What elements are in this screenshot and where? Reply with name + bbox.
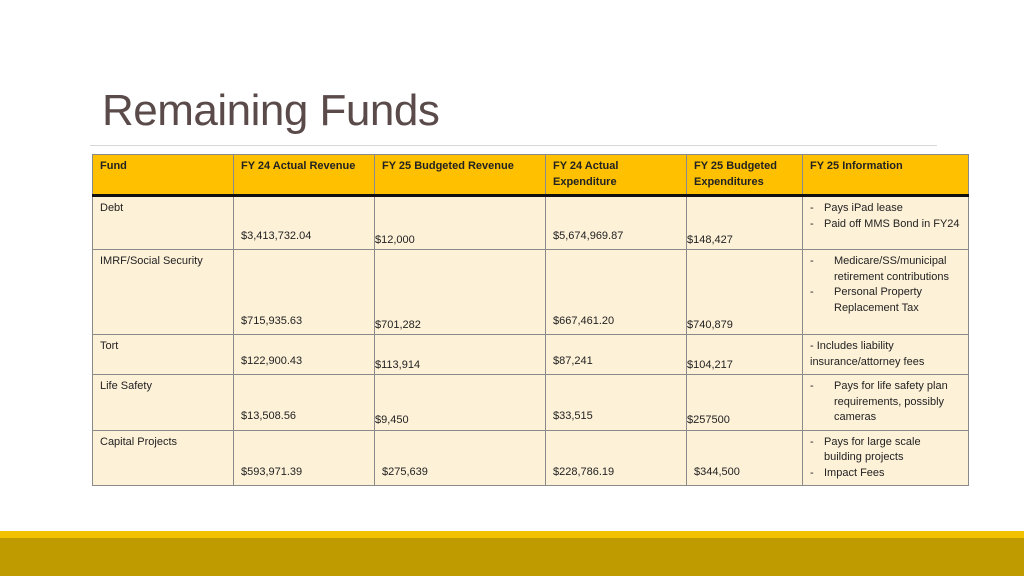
fy25-budget-revenue-value: $12,000 <box>375 233 415 246</box>
fy25-budget-revenue-value: $701,282 <box>375 318 421 331</box>
fund-name: Capital Projects <box>93 430 234 486</box>
fy24-revenue-value: $122,900.43 <box>241 354 303 367</box>
header-fy24-actual-revenue: FY 24 Actual Revenue <box>234 155 375 196</box>
info-bullet: - Impact Fees <box>810 466 885 479</box>
fy24-expenditure-value: $87,241 <box>553 354 593 367</box>
fy25-information <box>803 430 969 486</box>
fy24-expenditure-value: $5,674,969.87 <box>553 229 624 242</box>
header-fy25-budgeted-expenditures: FY 25 Budgeted Expenditures <box>687 155 803 196</box>
fy25-budget-revenue-value: $113,914 <box>375 358 421 371</box>
title-divider <box>90 145 937 146</box>
footer-accent-strip <box>0 531 1024 538</box>
fy25-budget-expenditure-value: $104,217 <box>687 358 733 371</box>
fy24-revenue-value: $593,971.39 <box>241 465 303 478</box>
table-row <box>93 250 969 335</box>
info-bullet: - Pays for life safety plan requirements, possibly cameras <box>810 380 948 423</box>
fy24-expenditure-value: $667,461.20 <box>553 314 615 327</box>
table-header-row <box>93 155 969 196</box>
fund-name: IMRF/Social Security <box>93 250 234 335</box>
fund-name: Life Safety <box>93 375 234 431</box>
header-fy25-budgeted-revenue: FY 25 Budgeted Revenue <box>375 155 546 196</box>
fund-name: Tort <box>93 335 234 375</box>
fy25-information <box>803 196 969 250</box>
fy25-information: - Includes liability insurance/attorney fees <box>803 335 969 375</box>
table-row <box>93 335 969 375</box>
info-bullet: - Paid off MMS Bond in FY24 <box>810 217 960 230</box>
table-row <box>93 196 969 250</box>
fy25-budget-revenue-value: $9,450 <box>375 414 409 426</box>
fund-name: Debt <box>93 196 234 250</box>
fy24-revenue-value: $3,413,732.04 <box>241 229 312 242</box>
footer-bar <box>0 538 1024 576</box>
fy24-expenditure-value: $33,515 <box>553 410 593 422</box>
table-row <box>93 430 969 486</box>
fy25-budget-expenditure-value: $740,879 <box>687 318 733 331</box>
header-fund: Fund <box>93 155 234 196</box>
fy25-information <box>803 375 969 431</box>
remaining-funds-table <box>92 154 969 486</box>
info-bullet: - Pays for large scale building projects <box>810 435 921 463</box>
fy24-revenue-value: $715,935.63 <box>241 314 303 327</box>
fy24-revenue-value: $13,508.56 <box>241 410 297 422</box>
header-fy24-actual-expenditure: FY 24 Actual Expenditure <box>546 155 687 196</box>
fy25-budget-expenditure-value: $344,500 <box>694 465 740 478</box>
info-bullet: - Medicare/SS/municipal retirement contributions <box>810 255 949 283</box>
fy25-budget-expenditure-value: $257500 <box>687 414 730 426</box>
slide-title: Remaining Funds <box>102 86 440 135</box>
info-bullet: - Personal Property Replacement Tax <box>810 286 923 314</box>
table-row <box>93 375 969 431</box>
header-fy25-information: FY 25 Information <box>803 155 969 196</box>
fy25-information <box>803 250 969 335</box>
info-bullet: - Pays iPad lease <box>810 202 903 214</box>
fy25-budget-revenue-value: $275,639 <box>382 465 428 478</box>
fy25-budget-expenditure-value: $148,427 <box>687 233 733 246</box>
fy24-expenditure-value: $228,786.19 <box>553 465 615 478</box>
